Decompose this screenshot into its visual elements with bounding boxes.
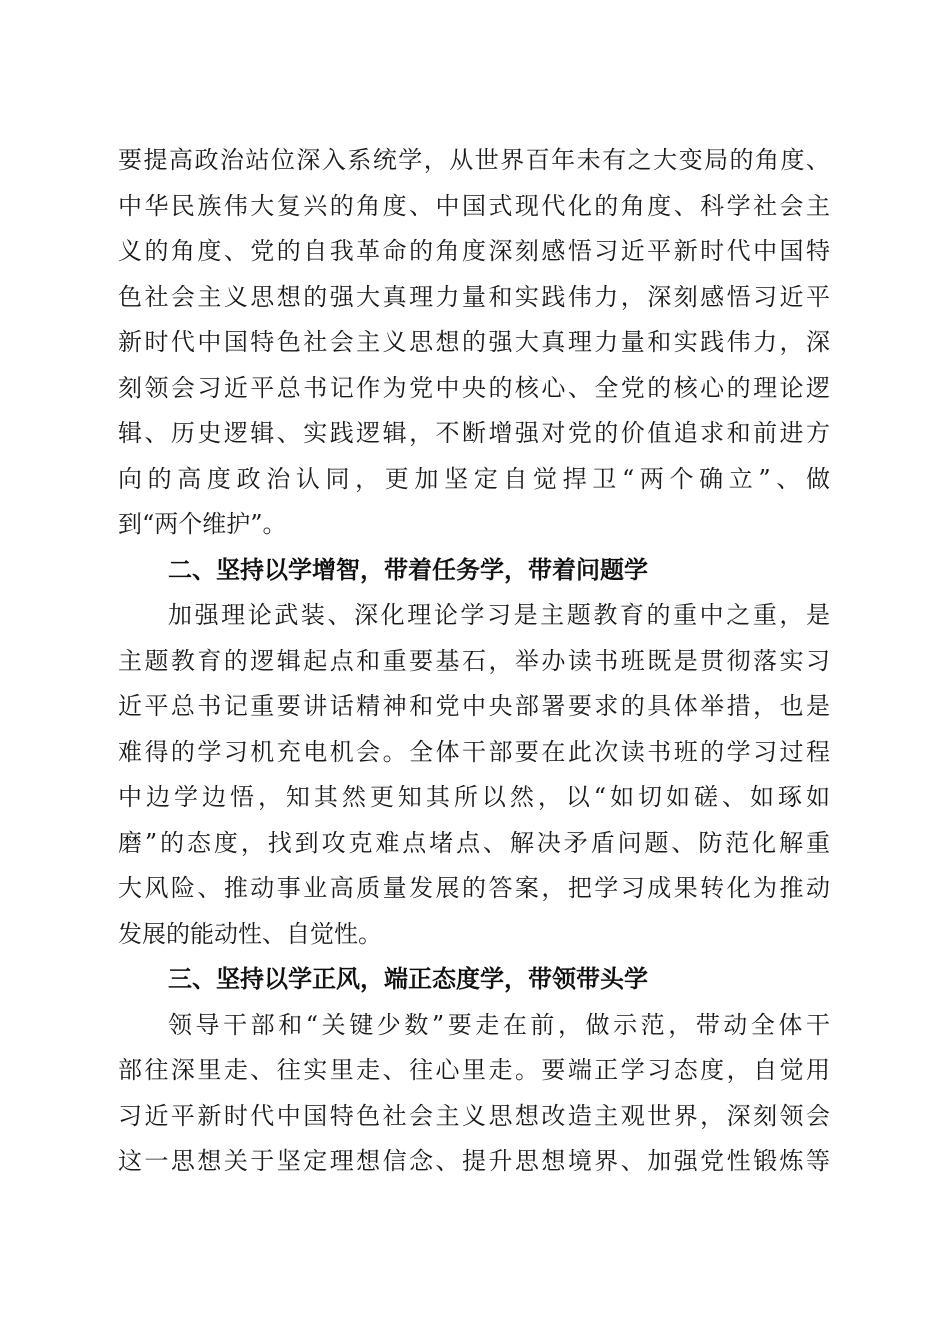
- text-line: 难得的学习机充电机会。全体干部要在此次读书班的学习过程: [118, 737, 830, 766]
- text-line: 要提高政治站位深入系统学，从世界百年未有之大变局的角度、: [118, 146, 830, 174]
- text-line: 部往深里走、往实里走、往心里走。要端正学习态度，自觉用: [118, 1056, 830, 1084]
- text-line: 辑、历史逻辑、实践逻辑，不断增强对党的价值追求和前进方: [118, 419, 830, 447]
- text-line: 主题教育的逻辑起点和重要基石，举办读书班既是贯彻落实习: [118, 646, 830, 675]
- text-line: 发展的能动性、自觉性。: [118, 919, 382, 948]
- text-line: 中边学边悟，知其然更知其所以然，以“如切如磋、如琢如: [118, 783, 830, 811]
- text-line: 习近平新时代中国特色社会主义思想改造主观世界，深刻领会: [118, 1101, 830, 1130]
- text-line: 磨”的态度，找到攻克难点堵点、解决矛盾问题、防范化解重: [118, 828, 830, 857]
- text-line: 向的高度政治认同，更加坚定自觉捍卫“两个确立”、做: [118, 464, 830, 493]
- text-line: 大风险、推动事业高质量发展的答案，把学习成果转化为推动: [118, 874, 830, 902]
- text-line: 领导干部和“关键少数”要走在前，做示范，带动全体干: [168, 1010, 830, 1039]
- text-line: 义的角度、党的自我革命的角度深刻感悟习近平新时代中国特: [118, 237, 830, 265]
- document-body: [118, 138, 830, 1185]
- paragraph-2: [118, 593, 830, 957]
- paragraph-1: [118, 138, 830, 548]
- text-line: 近平总书记重要讲话精神和党中央部署要求的具体举措，也是: [118, 692, 830, 720]
- text-line: 这一思想关于坚定理想信念、提升思想境界、加强党性锻炼等: [118, 1147, 830, 1175]
- section-heading-3: 三、坚持以学正风，端正态度学，带领带头学: [168, 965, 648, 993]
- text-line: 色社会主义思想的强大真理力量和实践伟力，深刻感悟习近平: [118, 282, 830, 311]
- text-line: 刻领会习近平总书记作为党中央的核心、全党的核心的理论逻: [118, 373, 830, 402]
- text-line: 加强理论武装、深化理论学习是主题教育的重中之重，是: [168, 601, 830, 629]
- paragraph-3: [118, 1003, 830, 1185]
- text-line: 中华民族伟大复兴的角度、中国式现代化的角度、科学社会主: [118, 191, 830, 220]
- text-line: 到“两个维护”。: [118, 510, 287, 538]
- text-line: 新时代中国特色社会主义思想的强大真理力量和实践伟力，深: [118, 328, 830, 356]
- section-heading-2: 二、坚持以学增智，带着任务学，带着问题学: [168, 555, 648, 584]
